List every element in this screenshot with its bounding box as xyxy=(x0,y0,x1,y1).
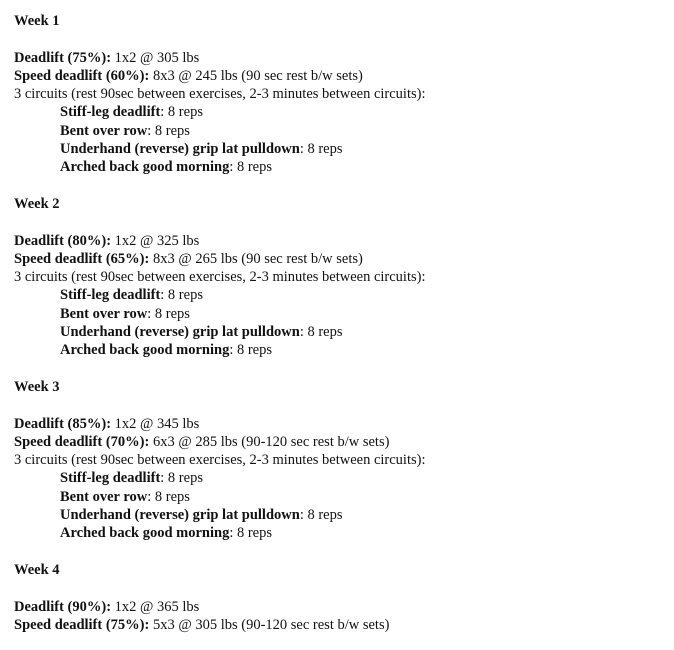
week-heading: Week 4 xyxy=(14,561,60,578)
exercise-line xyxy=(14,341,664,359)
exercise-reps: : 8 reps xyxy=(147,488,190,505)
speed-deadlift-line xyxy=(14,616,664,634)
speed-deadlift-line xyxy=(14,433,664,451)
exercise-name: Underhand (reverse) grip lat pulldown xyxy=(60,141,300,158)
exercise-line xyxy=(14,305,664,323)
exercise-name: Arched back good morning xyxy=(60,159,230,176)
section-spacer xyxy=(14,360,664,378)
exercise-reps: : 8 reps xyxy=(229,342,273,359)
speed-deadlift-label: Speed deadlift (75%): xyxy=(14,616,150,633)
exercise-name: Bent over row xyxy=(60,122,148,139)
week-3-section xyxy=(14,378,664,561)
speed-deadlift-label: Speed deadlift (70%): xyxy=(14,433,150,450)
exercise-name: Arched back good morning xyxy=(60,525,230,542)
week-4-section xyxy=(14,561,664,634)
speed-deadlift-line xyxy=(14,250,664,268)
speed-deadlift-value: 6x3 @ 285 lbs (90-120 sec rest b/w sets) xyxy=(149,433,390,450)
exercise-name: Arched back good morning xyxy=(60,342,230,359)
exercise-line xyxy=(14,469,664,487)
speed-deadlift-value: 8x3 @ 245 lbs (90 sec rest b/w sets) xyxy=(149,67,363,84)
exercise-line xyxy=(14,286,664,304)
exercise-reps: : 8 reps xyxy=(229,159,273,176)
circuits-line: 3 circuits (rest 90sec between exercises, 2-3 minutes between circuits): xyxy=(14,86,426,103)
speed-deadlift-label: Speed deadlift (60%): xyxy=(14,67,150,84)
exercise-name: Stiff-leg deadlift xyxy=(60,287,161,304)
workout-program-page xyxy=(14,12,664,634)
exercise-line xyxy=(14,506,664,524)
exercise-reps: : 8 reps xyxy=(160,287,203,304)
circuits-line: 3 circuits (rest 90sec between exercises, 2-3 minutes between circuits): xyxy=(14,452,426,469)
exercise-line xyxy=(14,103,664,121)
exercise-name: Bent over row xyxy=(60,488,148,505)
deadlift-value: 1x2 @ 325 lbs xyxy=(111,232,200,249)
week-heading: Week 3 xyxy=(14,378,60,395)
exercise-line xyxy=(14,323,664,341)
deadlift-line xyxy=(14,598,664,616)
deadlift-line xyxy=(14,232,664,250)
speed-deadlift-value: 8x3 @ 265 lbs (90 sec rest b/w sets) xyxy=(149,250,363,267)
deadlift-value: 1x2 @ 305 lbs xyxy=(111,49,200,66)
deadlift-line xyxy=(14,49,664,67)
deadlift-line xyxy=(14,415,664,433)
exercise-reps: : 8 reps xyxy=(160,104,203,121)
exercise-line xyxy=(14,140,664,158)
exercise-line xyxy=(14,122,664,140)
exercise-line xyxy=(14,488,664,506)
section-spacer xyxy=(14,543,664,561)
exercise-reps: : 8 reps xyxy=(147,305,190,322)
exercise-name: Underhand (reverse) grip lat pulldown xyxy=(60,324,300,341)
exercise-line xyxy=(14,524,664,542)
exercise-reps: : 8 reps xyxy=(299,324,343,341)
exercise-reps: : 8 reps xyxy=(299,141,343,158)
exercise-reps: : 8 reps xyxy=(299,507,343,524)
deadlift-label: Deadlift (85%): xyxy=(14,415,112,432)
exercise-reps: : 8 reps xyxy=(147,122,190,139)
exercise-name: Stiff-leg deadlift xyxy=(60,104,161,121)
section-spacer xyxy=(14,177,664,195)
week-heading: Week 1 xyxy=(14,13,60,29)
exercise-reps: : 8 reps xyxy=(229,525,273,542)
deadlift-value: 1x2 @ 345 lbs xyxy=(111,415,200,432)
exercise-name: Underhand (reverse) grip lat pulldown xyxy=(60,507,300,524)
week-2-section xyxy=(14,195,664,378)
week-heading: Week 2 xyxy=(14,195,60,212)
speed-deadlift-label: Speed deadlift (65%): xyxy=(14,250,150,267)
deadlift-label: Deadlift (80%): xyxy=(14,232,112,249)
exercise-name: Bent over row xyxy=(60,305,148,322)
deadlift-value: 1x2 @ 365 lbs xyxy=(111,598,200,615)
week-1-section xyxy=(14,12,664,195)
speed-deadlift-value: 5x3 @ 305 lbs (90-120 sec rest b/w sets) xyxy=(149,616,390,633)
exercise-reps: : 8 reps xyxy=(160,470,203,487)
deadlift-label: Deadlift (90%): xyxy=(14,598,112,615)
speed-deadlift-line xyxy=(14,67,664,85)
circuits-line: 3 circuits (rest 90sec between exercises, 2-3 minutes between circuits): xyxy=(14,269,426,286)
exercise-name: Stiff-leg deadlift xyxy=(60,470,161,487)
exercise-line xyxy=(14,158,664,176)
deadlift-label: Deadlift (75%): xyxy=(14,49,112,66)
